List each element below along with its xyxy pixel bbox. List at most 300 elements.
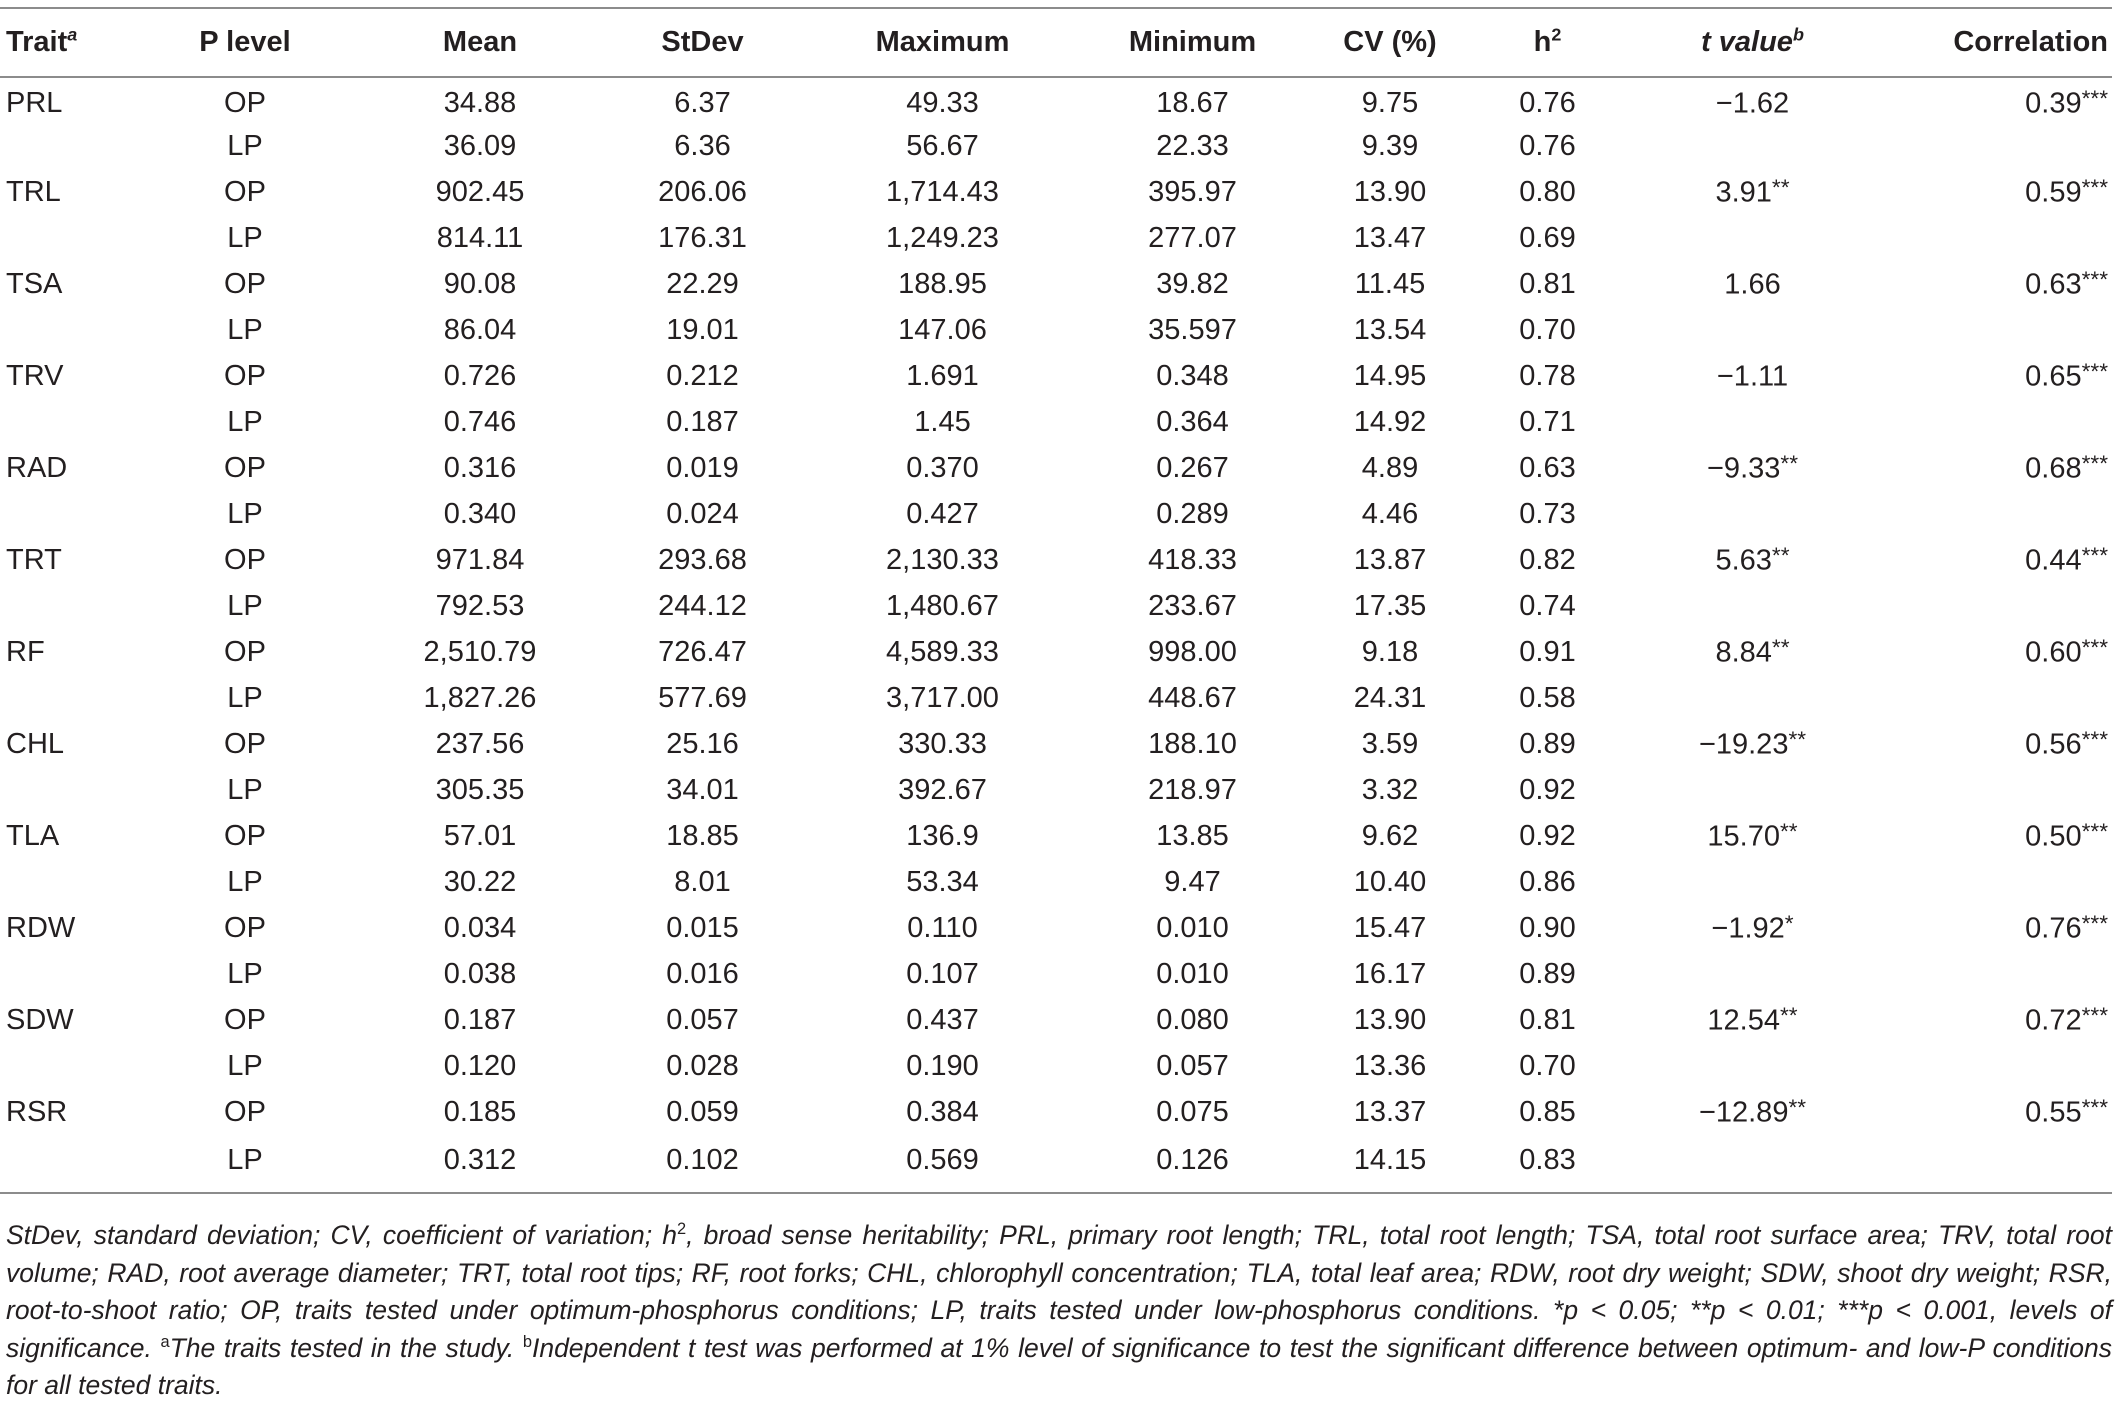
cell-trait (0, 307, 125, 353)
cell-correlation-value: 0.39 (2025, 87, 2082, 120)
cell-trait (0, 261, 125, 307)
cell-p-level (125, 675, 365, 721)
cell-mean-value: 1,827.26 (423, 681, 537, 714)
header-mean: Mean (365, 8, 595, 77)
cell-p-level-value: LP (227, 313, 263, 346)
cell-maximum-value: 188.95 (898, 267, 987, 300)
table-row (0, 813, 2112, 859)
table-row (0, 951, 2112, 997)
header-p-level: P level (125, 8, 365, 77)
cell-h2 (1470, 491, 1625, 537)
cell-cv-value: 3.32 (1361, 773, 1419, 806)
cell-p-level (125, 813, 365, 859)
cell-minimum (1075, 169, 1310, 215)
cell-trait (0, 997, 125, 1043)
cell-mean-value: 305.35 (435, 773, 525, 806)
cell-stdev (595, 307, 810, 353)
cell-stdev (595, 997, 810, 1043)
cell-trait (0, 77, 125, 123)
cell-mean (365, 583, 595, 629)
cell-h2-value: 0.91 (1519, 635, 1576, 668)
cell-stdev-value: 293.68 (658, 543, 747, 576)
cell-t-value (1625, 721, 1880, 767)
table-row (0, 905, 2112, 951)
table-row (0, 123, 2112, 169)
table-body (0, 77, 2112, 1193)
cell-maximum-value: 2,130.33 (886, 543, 999, 576)
cell-stdev-value: 726.47 (658, 635, 747, 668)
cell-maximum-value: 4,589.33 (886, 635, 999, 668)
cell-mean (365, 997, 595, 1043)
table-row (0, 307, 2112, 353)
cell-stdev (595, 1089, 810, 1135)
cell-stdev (595, 583, 810, 629)
cell-t-value-value: −1.11 (1716, 360, 1789, 393)
cell-mean (365, 1089, 595, 1135)
table-footnote: StDev, standard deviation; CV, coefficient of variation; $h^2$, broad sense heritability; PRL, primary root length; TRL, total root length; TSA, total root surface area; TRV, total root volume; RAD, root average diameter; TRT, total root tips; RF, root forks; CHL, chlorophyll concentration; TLA, total leaf area; RDW, root dry weight; SDW, shoot dry weight; RSR, root-to-shoot ratio; OP, traits tested under optimum-phosphorus conditions; LP, traits tested under low-phosphorus conditions. *p < 0.05; **p < 0.01; ***p < 0.001, levels of significance. $^a$The traits tested in the study. $^b$Independent t test was performed at 1% level of significance to test the significant difference between optimum- and low-P conditions for all tested traits. (6, 1220, 2112, 1400)
significance-marker: *** (2081, 174, 2108, 200)
table-row (0, 1089, 2112, 1135)
cell-mean-value: 0.340 (443, 497, 517, 530)
cell-cv (1310, 997, 1470, 1043)
cell-stdev (595, 491, 810, 537)
cell-t-value (1625, 997, 1880, 1043)
cell-maximum-value: 0.437 (906, 1003, 979, 1036)
cell-t-value (1625, 1135, 1880, 1193)
cell-stdev (595, 951, 810, 997)
cell-mean (365, 353, 595, 399)
header-correlation: Correlation (1880, 8, 2112, 77)
cell-mean (365, 629, 595, 675)
cell-minimum-value: 0.010 (1156, 911, 1229, 944)
cell-mean (365, 537, 595, 583)
cell-minimum-value: 418.33 (1148, 543, 1237, 576)
cell-trait-value: TRT (6, 543, 62, 576)
cell-h2-value: 0.76 (1519, 129, 1576, 162)
cell-correlation-value: 0.65 (2025, 360, 2082, 393)
cell-mean-value: 0.120 (443, 1049, 517, 1082)
cell-mean-value: 34.88 (443, 87, 517, 119)
cell-minimum-value: 22.33 (1156, 129, 1229, 162)
cell-h2-value: 0.71 (1519, 405, 1576, 438)
significance-marker: ** (1771, 542, 1790, 568)
cell-minimum (1075, 675, 1310, 721)
cell-t-value (1625, 77, 1880, 123)
significance-marker: ** (1771, 174, 1790, 200)
table-row (0, 767, 2112, 813)
cell-cv-value: 14.92 (1353, 405, 1427, 438)
cell-maximum (810, 353, 1075, 399)
cell-p-level (125, 399, 365, 445)
cell-minimum-value: 0.364 (1156, 405, 1229, 438)
cell-h2-value: 0.78 (1519, 359, 1576, 392)
cell-maximum-value: 1,249.23 (886, 221, 999, 254)
cell-t-value (1625, 445, 1880, 491)
cell-p-level-value: LP (227, 129, 263, 162)
cell-minimum (1075, 813, 1310, 859)
cell-t-value (1625, 675, 1880, 721)
cell-p-level (125, 1135, 365, 1193)
cell-h2 (1470, 905, 1625, 951)
cell-t-value (1625, 353, 1880, 399)
significance-marker: * (1784, 910, 1794, 936)
cell-correlation (1880, 1135, 2112, 1193)
cell-stdev (595, 77, 810, 123)
cell-cv (1310, 629, 1470, 675)
cell-p-level-value: OP (224, 267, 266, 300)
cell-minimum (1075, 583, 1310, 629)
cell-correlation (1880, 399, 2112, 445)
cell-cv-value: 9.75 (1361, 87, 1419, 119)
cell-correlation (1880, 215, 2112, 261)
cell-stdev-value: 6.36 (674, 129, 731, 162)
cell-trait (0, 583, 125, 629)
cell-h2 (1470, 583, 1625, 629)
cell-mean (365, 675, 595, 721)
trait-statistics-table (0, 7, 2112, 1194)
cell-p-level (125, 215, 365, 261)
significance-marker: *** (2081, 86, 2108, 112)
cell-mean (365, 721, 595, 767)
cell-cv (1310, 767, 1470, 813)
significance-marker: ** (1779, 818, 1798, 844)
cell-mean-value: 57.01 (443, 819, 517, 852)
cell-cv (1310, 445, 1470, 491)
cell-cv-value: 15.47 (1353, 911, 1427, 944)
cell-minimum-value: 0.289 (1156, 497, 1229, 530)
cell-stdev-value: 19.01 (666, 313, 739, 346)
cell-p-level-value: OP (224, 175, 266, 208)
cell-correlation (1880, 767, 2112, 813)
cell-maximum-value: 0.110 (907, 911, 978, 944)
cell-mean (365, 445, 595, 491)
cell-minimum (1075, 123, 1310, 169)
table-row (0, 445, 2112, 491)
cell-maximum (810, 491, 1075, 537)
cell-correlation (1880, 813, 2112, 859)
cell-mean (365, 1135, 595, 1193)
cell-h2 (1470, 675, 1625, 721)
cell-cv (1310, 721, 1470, 767)
cell-h2 (1470, 169, 1625, 215)
cell-correlation (1880, 629, 2112, 675)
cell-maximum-value: 56.67 (906, 129, 979, 162)
cell-cv-value: 13.90 (1353, 1003, 1427, 1036)
cell-maximum (810, 307, 1075, 353)
cell-minimum-value: 218.97 (1148, 773, 1237, 806)
cell-h2 (1470, 1089, 1625, 1135)
cell-cv-value: 24.31 (1353, 681, 1427, 714)
cell-t-value-value: 12.54 (1707, 1004, 1780, 1037)
header-cv: CV (%) (1310, 8, 1470, 77)
cell-t-value (1625, 1043, 1880, 1089)
cell-stdev-value: 22.29 (666, 267, 739, 300)
cell-p-level-value: LP (227, 1049, 263, 1082)
cell-mean (365, 813, 595, 859)
cell-maximum-value: 3,717.00 (886, 681, 999, 714)
cell-correlation-value: 0.56 (2025, 728, 2082, 761)
cell-correlation (1880, 77, 2112, 123)
cell-cv-value: 9.18 (1361, 635, 1419, 668)
cell-maximum-value: 136.9 (906, 819, 979, 852)
cell-cv (1310, 1135, 1470, 1193)
cell-mean-value: 0.187 (443, 1003, 517, 1036)
cell-trait (0, 123, 125, 169)
cell-mean-value: 971.84 (435, 543, 525, 576)
cell-trait (0, 399, 125, 445)
table-row (0, 583, 2112, 629)
cell-correlation-value: 0.59 (2025, 176, 2082, 209)
cell-stdev-value: 577.69 (658, 681, 747, 714)
cell-correlation-value: 0.50 (2025, 820, 2082, 853)
cell-t-value (1625, 629, 1880, 675)
cell-h2-value: 0.92 (1519, 773, 1576, 806)
cell-h2-value: 0.80 (1519, 175, 1576, 208)
cell-h2 (1470, 813, 1625, 859)
cell-stdev-value: 34.01 (666, 773, 739, 806)
header-maximum: Maximum (810, 8, 1075, 77)
cell-mean (365, 215, 595, 261)
cell-minimum-value: 18.67 (1156, 87, 1229, 119)
table-row (0, 629, 2112, 675)
cell-minimum (1075, 307, 1310, 353)
table-row (0, 721, 2112, 767)
cell-mean (365, 859, 595, 905)
cell-stdev-value: 6.37 (674, 87, 731, 119)
cell-trait-value: TRV (6, 359, 64, 392)
cell-p-level (125, 767, 365, 813)
cell-mean-value: 792.53 (435, 589, 525, 622)
cell-p-level (125, 905, 365, 951)
cell-cv-value: 17.35 (1353, 589, 1427, 622)
cell-minimum (1075, 1043, 1310, 1089)
cell-cv (1310, 859, 1470, 905)
cell-cv (1310, 261, 1470, 307)
cell-correlation (1880, 1043, 2112, 1089)
cell-maximum (810, 169, 1075, 215)
cell-minimum (1075, 767, 1310, 813)
cell-correlation-value: 0.44 (2025, 544, 2082, 577)
cell-p-level (125, 169, 365, 215)
significance-marker: *** (2081, 726, 2108, 752)
cell-h2 (1470, 445, 1625, 491)
cell-cv-value: 13.54 (1353, 313, 1427, 346)
cell-minimum-value: 233.67 (1148, 589, 1237, 622)
cell-cv (1310, 905, 1470, 951)
cell-minimum-value: 0.010 (1156, 957, 1229, 990)
table-row (0, 675, 2112, 721)
cell-trait (0, 491, 125, 537)
cell-p-level-value: LP (227, 497, 263, 530)
cell-mean-value: 30.22 (443, 865, 517, 898)
cell-mean-value: 0.312 (443, 1144, 517, 1176)
cell-p-level-value: LP (227, 957, 263, 990)
cell-minimum-value: 0.057 (1156, 1049, 1229, 1082)
cell-p-level-value: OP (224, 635, 266, 668)
cell-mean-value: 0.746 (443, 405, 517, 438)
cell-trait-value: CHL (6, 727, 65, 760)
cell-mean (365, 399, 595, 445)
cell-h2 (1470, 353, 1625, 399)
cell-cv-value: 11.45 (1354, 267, 1426, 300)
cell-p-level-value: OP (224, 359, 266, 392)
cell-correlation (1880, 721, 2112, 767)
cell-cv (1310, 353, 1470, 399)
cell-trait (0, 215, 125, 261)
cell-p-level (125, 951, 365, 997)
cell-minimum (1075, 1089, 1310, 1135)
cell-mean-value: 0.185 (443, 1095, 517, 1128)
cell-maximum-value: 0.370 (906, 451, 979, 484)
cell-stdev-value: 244.12 (658, 589, 747, 622)
cell-trait (0, 675, 125, 721)
cell-correlation (1880, 675, 2112, 721)
cell-mean-value: 0.038 (443, 957, 517, 990)
cell-cv-value: 16.17 (1353, 957, 1427, 990)
cell-t-value (1625, 307, 1880, 353)
cell-t-value-value: 3.91 (1715, 176, 1772, 209)
cell-mean-value: 0.316 (443, 451, 517, 484)
cell-p-level-value: OP (224, 727, 266, 760)
cell-trait-value: RDW (6, 911, 76, 944)
cell-stdev (595, 215, 810, 261)
cell-t-value (1625, 215, 1880, 261)
significance-marker: ** (1788, 1094, 1807, 1120)
cell-h2-value: 0.76 (1519, 87, 1576, 119)
cell-trait (0, 951, 125, 997)
cell-t-value (1625, 859, 1880, 905)
cell-minimum-value: 39.82 (1156, 267, 1229, 300)
cell-p-level-value: OP (224, 1003, 266, 1036)
cell-h2 (1470, 399, 1625, 445)
significance-marker: ** (1788, 726, 1807, 752)
cell-trait (0, 1089, 125, 1135)
cell-t-value (1625, 399, 1880, 445)
cell-mean (365, 261, 595, 307)
cell-correlation (1880, 445, 2112, 491)
cell-minimum (1075, 261, 1310, 307)
cell-maximum-value: 1.691 (906, 359, 979, 392)
cell-minimum-value: 0.267 (1156, 451, 1229, 484)
table-row (0, 353, 2112, 399)
significance-marker: *** (2081, 542, 2108, 568)
cell-stdev (595, 905, 810, 951)
cell-maximum-value: 0.427 (906, 497, 979, 530)
cell-mean (365, 123, 595, 169)
cell-correlation-value: 0.55 (2025, 1096, 2082, 1129)
cell-h2-value: 0.85 (1519, 1095, 1576, 1128)
cell-maximum (810, 721, 1075, 767)
cell-maximum (810, 767, 1075, 813)
cell-stdev-value: 18.85 (666, 819, 739, 852)
cell-minimum (1075, 997, 1310, 1043)
cell-p-level-value: LP (227, 221, 263, 254)
cell-correlation (1880, 1089, 2112, 1135)
cell-correlation-value: 0.72 (2025, 1004, 2082, 1037)
cell-maximum (810, 675, 1075, 721)
cell-trait (0, 721, 125, 767)
cell-stdev-value: 0.212 (666, 359, 739, 392)
cell-t-value-value: −1.92 (1711, 912, 1785, 945)
cell-minimum-value: 13.85 (1156, 819, 1229, 852)
cell-trait (0, 905, 125, 951)
cell-cv (1310, 169, 1470, 215)
header-trait: Trait$^a$ (0, 8, 125, 77)
table-row (0, 1135, 2112, 1193)
cell-stdev (595, 169, 810, 215)
cell-maximum-value: 0.384 (906, 1095, 979, 1128)
cell-t-value (1625, 491, 1880, 537)
cell-t-value-value: 8.84 (1715, 636, 1772, 669)
significance-marker: *** (2081, 818, 2108, 844)
cell-stdev (595, 767, 810, 813)
cell-trait-value: RAD (6, 451, 68, 484)
cell-trait-value: RSR (6, 1095, 68, 1128)
cell-mean (365, 1043, 595, 1089)
cell-p-level-value: OP (224, 451, 266, 484)
cell-minimum (1075, 215, 1310, 261)
cell-cv-value: 13.37 (1353, 1095, 1427, 1128)
cell-maximum-value: 1,480.67 (886, 589, 999, 622)
cell-cv (1310, 951, 1470, 997)
cell-p-level-value: OP (224, 87, 266, 119)
cell-stdev-value: 0.057 (666, 1003, 739, 1036)
cell-p-level-value: LP (227, 405, 263, 438)
cell-stdev (595, 721, 810, 767)
cell-p-level-value: LP (227, 589, 263, 622)
cell-cv-value: 13.87 (1353, 543, 1427, 576)
cell-trait-value: TLA (6, 819, 60, 852)
table-row (0, 537, 2112, 583)
cell-minimum (1075, 905, 1310, 951)
cell-t-value (1625, 1089, 1880, 1135)
cell-minimum (1075, 445, 1310, 491)
cell-mean (365, 767, 595, 813)
cell-mean-value: 814.11 (436, 221, 524, 254)
cell-minimum (1075, 721, 1310, 767)
cell-maximum (810, 215, 1075, 261)
cell-stdev-value: 8.01 (674, 865, 731, 898)
cell-h2-value: 0.89 (1519, 727, 1576, 760)
cell-cv (1310, 537, 1470, 583)
cell-cv-value: 14.15 (1353, 1144, 1427, 1176)
cell-minimum (1075, 399, 1310, 445)
cell-maximum (810, 905, 1075, 951)
cell-cv-value: 4.46 (1361, 497, 1419, 530)
cell-maximum-value: 0.569 (906, 1144, 979, 1176)
cell-correlation (1880, 583, 2112, 629)
cell-h2-value: 0.83 (1519, 1144, 1576, 1176)
significance-marker: *** (2081, 1094, 2108, 1120)
cell-mean-value: 2,510.79 (423, 635, 537, 668)
cell-mean (365, 905, 595, 951)
cell-mean (365, 77, 595, 123)
cell-mean-value: 36.09 (443, 129, 517, 162)
cell-t-value (1625, 905, 1880, 951)
cell-trait (0, 169, 125, 215)
cell-stdev-value: 0.019 (666, 451, 739, 484)
significance-marker: *** (2081, 450, 2108, 476)
cell-cv-value: 9.62 (1361, 819, 1419, 852)
cell-p-level (125, 1043, 365, 1089)
cell-correlation (1880, 491, 2112, 537)
cell-stdev-value: 0.187 (666, 405, 739, 438)
header-h2: $h^2$ (1470, 8, 1625, 77)
cell-h2 (1470, 123, 1625, 169)
cell-minimum (1075, 353, 1310, 399)
cell-cv-value: 9.39 (1361, 129, 1419, 162)
cell-stdev-value: 206.06 (658, 175, 747, 208)
